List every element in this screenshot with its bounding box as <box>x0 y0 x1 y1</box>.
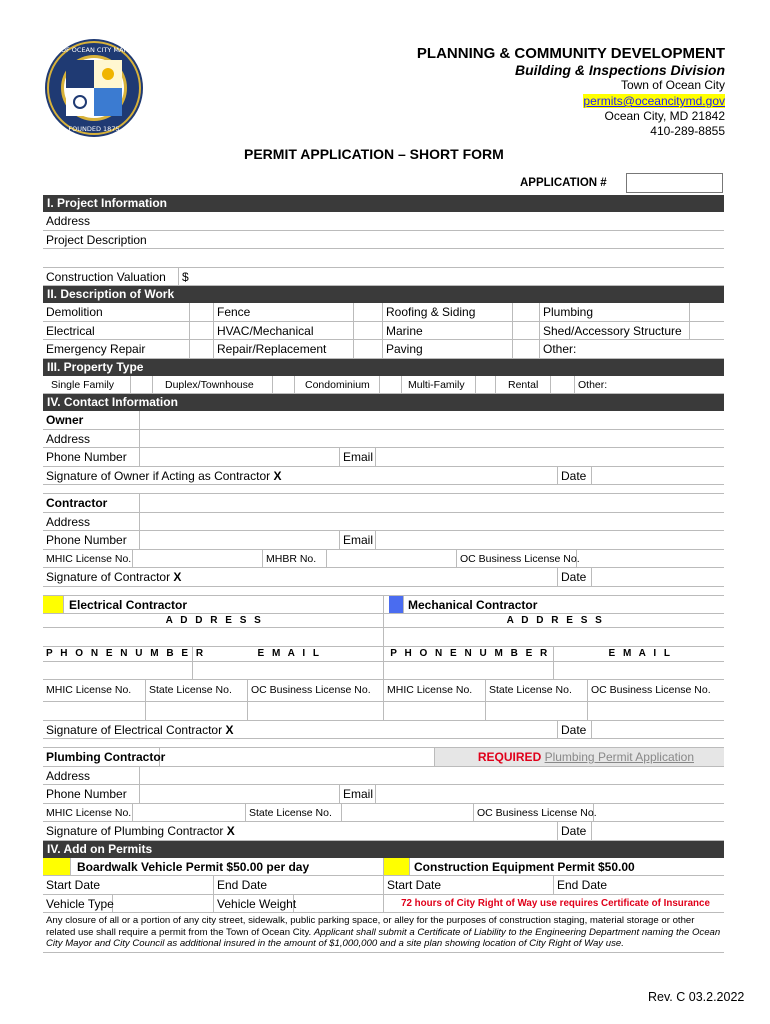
contractor-name-field[interactable] <box>140 494 724 512</box>
plumb-contractor-label: Plumbing Contractor <box>43 748 160 766</box>
row-insurance-warning: 72 hours of City Right of Way use requires Certificate of Insurance <box>401 897 710 909</box>
mech-address-header: A D D R E S S <box>506 615 605 626</box>
vehicle-weight-field[interactable] <box>294 895 384 913</box>
work-emergency[interactable]: Emergency Repair <box>43 340 190 358</box>
work-fence-check[interactable] <box>354 303 383 321</box>
mech-email-header: E M A I L <box>608 647 673 659</box>
plumb-phone-label: Phone Number <box>43 785 140 803</box>
project-address-field[interactable]: Address <box>46 214 91 228</box>
dept-name: PLANNING & COMMUNITY DEVELOPMENT <box>416 45 725 62</box>
elec-date-label: Date <box>558 721 592 739</box>
elec-contractor-label: Electrical Contractor <box>64 596 384 614</box>
owner-phone-label: Phone Number <box>43 448 140 466</box>
contractor-date-label: Date <box>558 568 592 586</box>
mech-mhic-field[interactable] <box>384 702 486 720</box>
prop-single-family[interactable]: Single Family <box>43 376 131 394</box>
elec-email-header: E M A I L <box>193 647 384 661</box>
plumb-signature-field[interactable]: Signature of Plumbing Contractor X <box>43 822 558 840</box>
work-fence[interactable]: Fence <box>214 303 354 321</box>
elec-contractor-check[interactable] <box>43 596 64 614</box>
plumb-mhic-label: MHIC License No. <box>43 804 133 822</box>
application-number-label: APPLICATION # <box>520 177 607 189</box>
boardwalk-permit-label: Boardwalk Vehicle Permit $50.00 per day <box>71 858 384 876</box>
equipment-permit-check[interactable] <box>384 858 410 876</box>
town-name: Town of Ocean City <box>620 78 725 92</box>
mech-contractor-label: Mechanical Contractor <box>408 597 538 612</box>
owner-email-label: Email <box>340 448 376 466</box>
mech-state-license-field[interactable] <box>486 702 588 720</box>
work-marine-check[interactable] <box>513 322 540 340</box>
contractor-address-label: Address <box>43 513 140 531</box>
plumb-email-label: Email <box>340 785 376 803</box>
plumb-mhic-field[interactable] <box>133 804 246 822</box>
owner-label: Owner <box>43 411 140 429</box>
work-repair[interactable]: Repair/Replacement <box>214 340 354 358</box>
work-shed-check[interactable] <box>690 322 724 340</box>
work-roofing[interactable]: Roofing & Siding <box>383 303 513 321</box>
prop-duplex-check[interactable] <box>273 376 295 394</box>
elec-signature-field[interactable]: Signature of Electrical Contractor X <box>43 721 558 739</box>
permit-form <box>43 195 724 953</box>
mech-oc-license-label: OC Business License No. <box>591 684 711 696</box>
seal-text-top: TOWN OF OCEAN CITY MARYLAND <box>38 46 150 54</box>
work-hvac-check[interactable] <box>354 322 383 340</box>
work-electrical-check[interactable] <box>190 322 214 340</box>
elec-state-license-field[interactable] <box>146 702 248 720</box>
equipment-permit-label: Construction Equipment Permit $50.00 <box>414 859 635 874</box>
owner-email-field[interactable] <box>376 448 724 466</box>
email-link[interactable]: permits@oceancitymd.gov <box>583 94 725 108</box>
contractor-mhbr-field[interactable] <box>327 550 457 568</box>
plumb-state-license-label: State License No. <box>246 804 342 822</box>
contractor-label: Contractor <box>43 494 140 512</box>
boardwalk-start-date-field[interactable]: Start Date <box>43 876 214 894</box>
application-number-field[interactable] <box>626 173 723 193</box>
elec-state-license-label: State License No. <box>146 680 248 701</box>
plumb-permit-required: REQUIRED Plumbing Permit Application <box>435 748 724 766</box>
prop-multi-family-check[interactable] <box>476 376 496 394</box>
mech-state-license-label: State License No. <box>486 680 588 701</box>
prop-single-family-check[interactable] <box>131 376 153 394</box>
contractor-address-field[interactable] <box>140 513 724 531</box>
contractor-mhic-field[interactable] <box>133 550 263 568</box>
work-electrical[interactable]: Electrical <box>43 322 190 340</box>
prop-duplex[interactable]: Duplex/Townhouse <box>153 376 273 394</box>
elec-address-header: A D D R E S S <box>43 614 384 627</box>
mech-oc-license-field[interactable] <box>588 702 724 720</box>
plumb-oc-license-label: OC Business License No. <box>474 804 594 822</box>
contractor-oc-license-field[interactable] <box>577 550 724 568</box>
seal-text-bottom: FOUNDED 1875 <box>68 125 120 133</box>
boardwalk-permit-check[interactable] <box>43 858 71 876</box>
work-emergency-check[interactable] <box>190 340 214 358</box>
section-add-on-permits: IV. Add on Permits <box>43 841 724 858</box>
contractor-email-field[interactable] <box>376 531 724 549</box>
mech-phone-field[interactable] <box>384 662 554 680</box>
mech-contractor-check[interactable] <box>389 596 404 614</box>
elec-oc-license-field[interactable] <box>248 702 384 720</box>
vehicle-type-field[interactable] <box>113 895 214 913</box>
work-plumbing[interactable]: Plumbing <box>540 303 690 321</box>
contractor-mhic-label: MHIC License No. <box>43 550 133 568</box>
project-description-line[interactable] <box>43 249 724 268</box>
work-roofing-check[interactable] <box>513 303 540 321</box>
plumb-state-license-field[interactable] <box>342 804 474 822</box>
elec-oc-license-label: OC Business License No. <box>248 680 384 701</box>
contractor-date-field[interactable] <box>592 568 724 586</box>
contractor-phone-field[interactable] <box>140 531 340 549</box>
plumb-address-label: Address <box>43 767 140 785</box>
equipment-end-date-field[interactable]: End Date <box>557 878 608 892</box>
plumb-phone-field[interactable] <box>140 785 340 803</box>
contractor-mhbr-label: MHBR No. <box>263 550 327 568</box>
valuation-field[interactable]: $ <box>182 269 189 284</box>
work-demolition[interactable]: Demolition <box>43 303 190 321</box>
elec-mhic-label: MHIC License No. <box>43 680 146 701</box>
mech-address-field[interactable] <box>384 628 724 646</box>
work-paving[interactable]: Paving <box>383 340 513 358</box>
plumb-contractor-field[interactable] <box>160 748 435 766</box>
owner-phone-field[interactable] <box>140 448 340 466</box>
office-address: Ocean City, MD 21842 <box>604 109 725 123</box>
equipment-start-date-field[interactable]: Start Date <box>384 876 554 894</box>
section-contact-info: IV. Contact Information <box>43 394 724 411</box>
work-plumbing-check[interactable] <box>690 303 724 321</box>
plumb-address-field[interactable] <box>140 767 724 785</box>
plumb-date-field[interactable] <box>592 822 724 840</box>
revision-label: Rev. C 03.2.2022 <box>648 990 745 1004</box>
elec-phone-field[interactable] <box>43 662 193 680</box>
section-property-type: III. Property Type <box>43 359 724 376</box>
boardwalk-end-date-field[interactable]: End Date <box>214 876 384 894</box>
office-phone: 410-289-8855 <box>650 124 725 138</box>
work-other-field[interactable]: Other: <box>543 342 577 356</box>
vehicle-weight-label: Vehicle Weight <box>214 895 294 913</box>
work-paving-check[interactable] <box>513 340 540 358</box>
work-marine[interactable]: Marine <box>383 322 513 340</box>
form-title: PERMIT APPLICATION – SHORT FORM <box>244 146 504 162</box>
contractor-phone-label: Phone Number <box>43 531 140 549</box>
mech-email-field[interactable] <box>554 662 724 680</box>
project-description-field[interactable]: Project Description <box>46 232 147 247</box>
division-name: Building & Inspections Division <box>514 62 725 78</box>
closure-notice: Any closure of all or a portion of any city street, sidewalk, public parking space, or alley for the purposes of construction staging, material storage or other related use shall require a permit from the Town of Ocean City. Applicant shall submit a Certificate of Liability to the Engineering Department naming the Ocean City Mayor and City Council as additional insured in the amount of $1,000,000 and a site plan showing location of City Right of Way use. <box>43 913 724 953</box>
town-seal-logo <box>38 38 150 138</box>
mech-mhic-label: MHIC License No. <box>384 680 486 701</box>
mech-phone-header: P H O N E N U M B E R <box>384 647 554 661</box>
prop-multi-family[interactable]: Multi-Family <box>402 376 476 394</box>
elec-mhic-field[interactable] <box>43 702 146 720</box>
prop-rental-check[interactable] <box>551 376 575 394</box>
prop-condo-check[interactable] <box>380 376 402 394</box>
elec-date-field[interactable] <box>592 721 724 739</box>
plumb-oc-license-field[interactable] <box>594 804 724 822</box>
owner-signature-field[interactable]: Signature of Owner if Acting as Contractor X <box>43 467 558 485</box>
work-shed[interactable]: Shed/Accessory Structure <box>540 322 690 340</box>
prop-other-field[interactable]: Other: <box>578 378 608 391</box>
plumb-date-label: Date <box>558 822 592 840</box>
office-header <box>417 46 725 139</box>
plumbing-permit-link[interactable]: Plumbing Permit Application <box>544 750 694 764</box>
owner-address-label: Address <box>43 430 140 448</box>
valuation-label: Construction Valuation <box>43 268 179 286</box>
owner-address-field[interactable] <box>140 430 724 448</box>
contractor-oc-license-label: OC Business License No. <box>457 550 577 568</box>
elec-address-field[interactable] <box>43 628 384 646</box>
plumb-email-field[interactable] <box>376 785 724 803</box>
section-description-of-work: II. Description of Work <box>43 286 724 303</box>
work-repair-check[interactable] <box>354 340 383 358</box>
contractor-signature-field[interactable]: Signature of Contractor X <box>43 568 558 586</box>
elec-email-field[interactable] <box>193 662 384 680</box>
elec-phone-header: P H O N E N U M B E R <box>43 647 193 661</box>
prop-rental[interactable]: Rental <box>496 376 551 394</box>
work-demolition-check[interactable] <box>190 303 214 321</box>
owner-name-field[interactable] <box>140 411 724 429</box>
owner-date-label: Date <box>558 467 592 485</box>
vehicle-type-label: Vehicle Type <box>43 895 113 913</box>
contractor-email-label: Email <box>340 531 376 549</box>
section-project-info: I. Project Information <box>43 195 724 212</box>
work-hvac[interactable]: HVAC/Mechanical <box>214 322 354 340</box>
prop-condo[interactable]: Condominium <box>295 376 380 394</box>
owner-date-field[interactable] <box>592 467 724 485</box>
